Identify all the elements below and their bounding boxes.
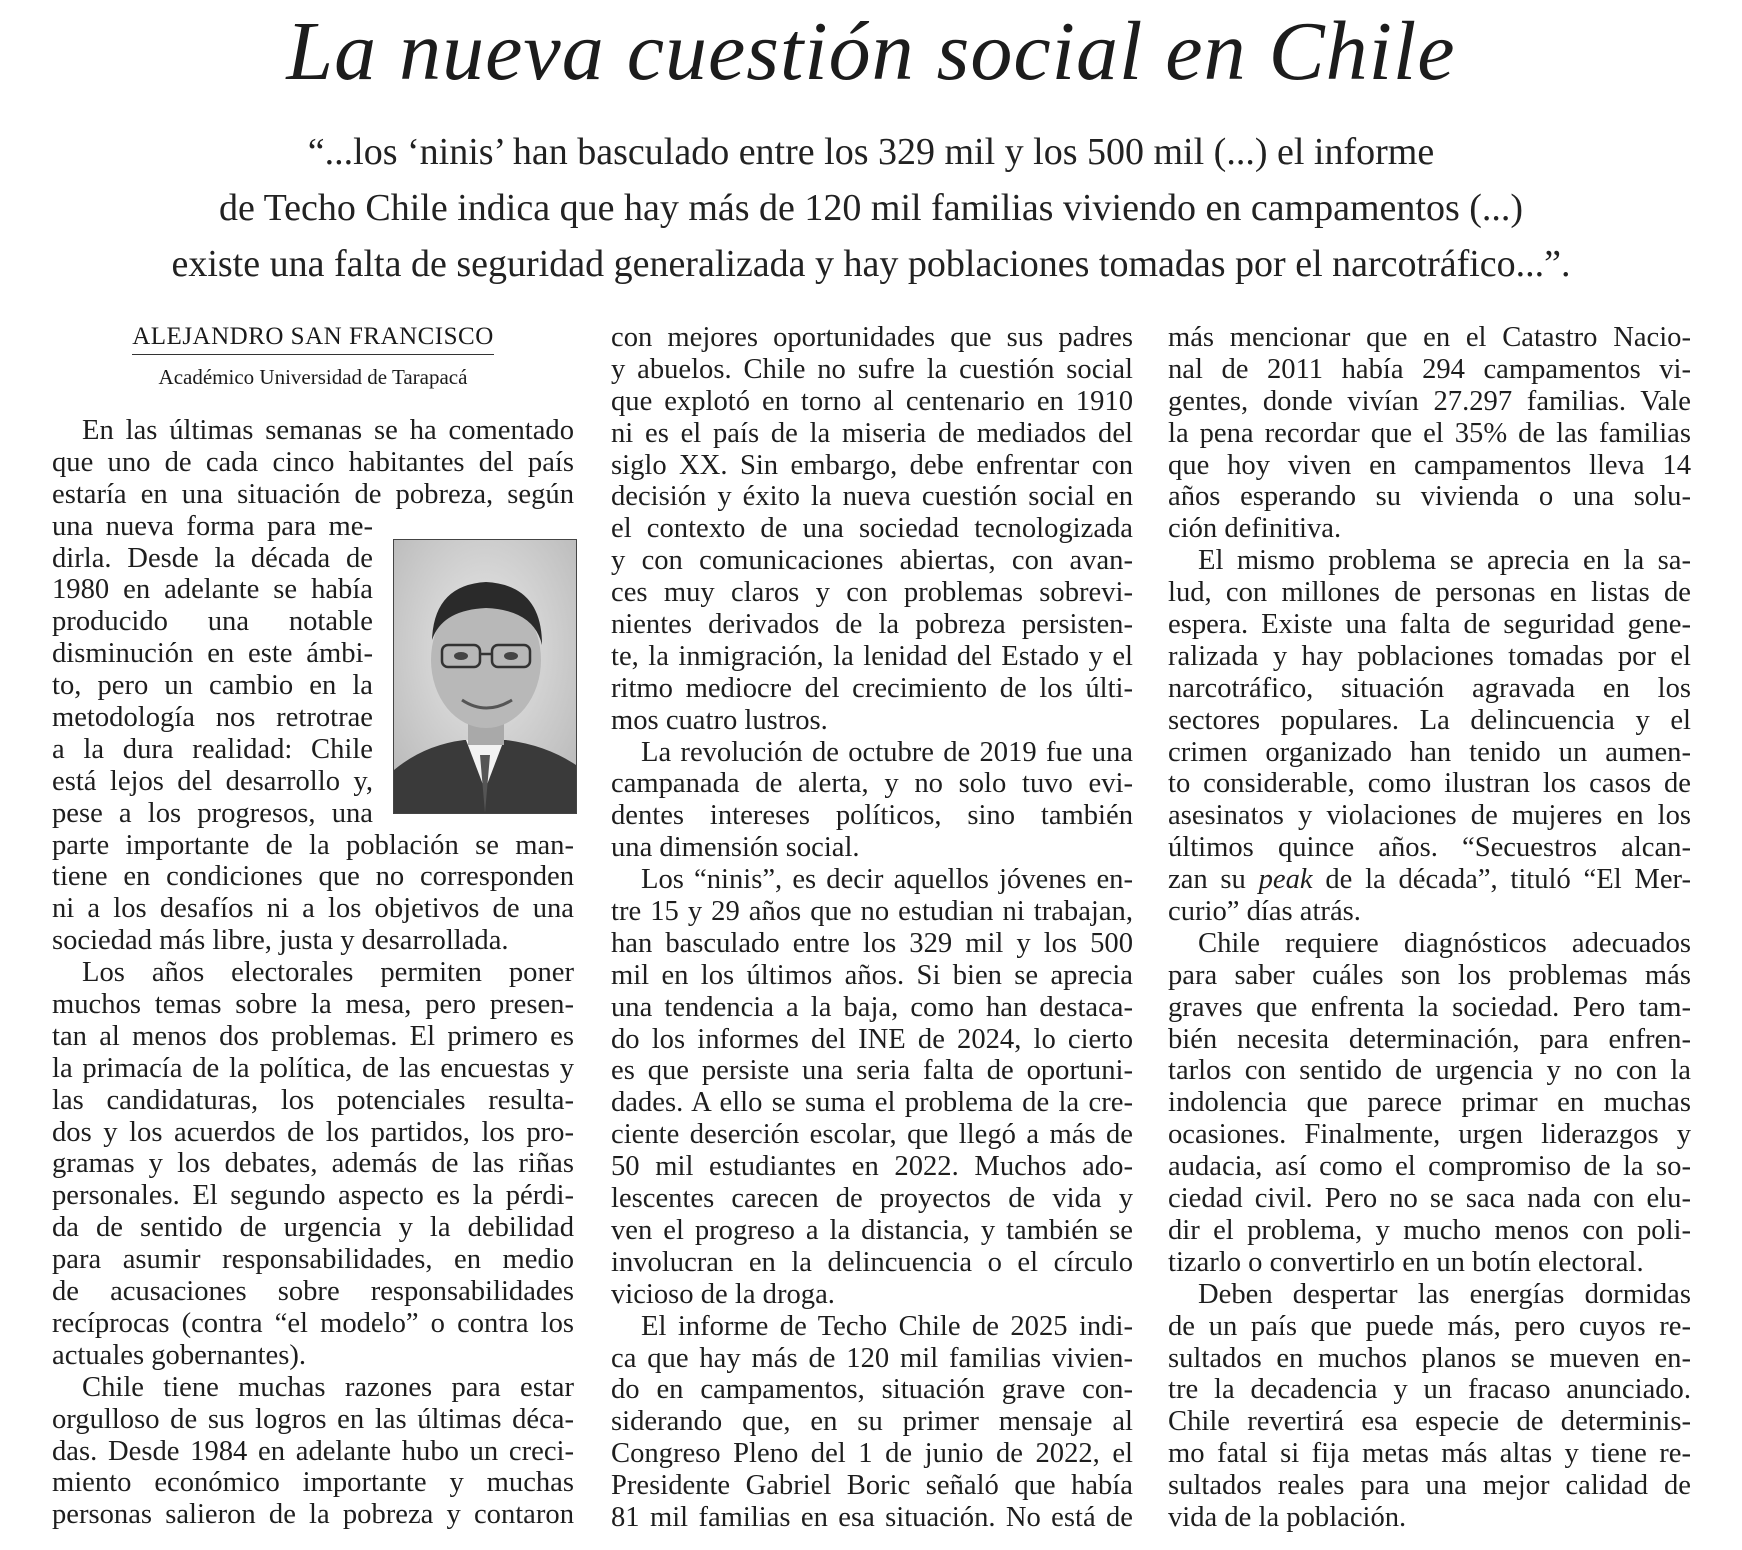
text-line: más mencionar que en el Catastro Nacio- (1168, 322, 1691, 353)
text-line: dir el problema, y mucho menos con poli- (1168, 1214, 1691, 1246)
text-line: ni a los desafíos ni a los objetivos de una (52, 893, 574, 925)
text-line: muchos temas sobre la mesa, pero presen- (52, 989, 574, 1021)
text-line: las candidaturas, los potenciales resulta- (52, 1084, 574, 1116)
text-line: han basculado entre los 329 mil y los 500 (611, 927, 1133, 959)
text-line: ción definitiva. (1168, 513, 1342, 545)
text-line: Chile requiere diagnósticos adecuados (1198, 927, 1691, 959)
text-line: gramas y los debates, además de las riñas (52, 1148, 574, 1180)
text-line: dos y los acuerdos de los partidos, los pro- (52, 1116, 574, 1148)
text-line: nal de 2011 había 294 campamentos vi- (1168, 353, 1691, 385)
text-line: tizarlo o convertirlo en un botín electoral. (1168, 1246, 1644, 1278)
text-line: 1980 en adelante se había (52, 574, 373, 606)
text-line: narcotráfico, situación agravada en los (1168, 672, 1691, 704)
text-line: sectores populares. La delincuencia y el (1168, 704, 1691, 736)
column-2 (611, 322, 1133, 1534)
text-line: personas salieron de la pobreza y contaron (52, 1499, 574, 1531)
text-line: años esperando su vivienda o una solu- (1168, 481, 1691, 513)
text-line: con mejores oportunidades que sus padres (611, 322, 1133, 353)
text-line: para asumir responsabilidades, en medio (52, 1244, 574, 1276)
column-1 (52, 415, 574, 1531)
text-line: ocasiones. Finalmente, urgen liderazgos y (1168, 1119, 1691, 1151)
text-line: indolencia que parece primar en muchas (1168, 1087, 1691, 1119)
author-affiliation: Académico Universidad de Tarapacá (158, 365, 468, 389)
text-line: Chile revertirá esa especie de determinis- (1168, 1406, 1691, 1438)
text-line: ca que hay más de 120 mil familias vivien- (611, 1342, 1133, 1374)
text-line: bién necesita determinación, para enfren- (1168, 1023, 1691, 1055)
text-line: sultados reales para una mejor calidad de (1168, 1470, 1691, 1502)
text-line: nientes derivados de la pobreza persisten- (611, 609, 1133, 641)
text-line: audacia, así como el compromiso de la so- (1168, 1151, 1691, 1183)
text-line: graves que enfrenta la sociedad. Pero tam- (1168, 991, 1691, 1023)
column-3 (1168, 322, 1691, 1534)
text-line: ciente deserción escolar, que llegó a más de (611, 1119, 1133, 1151)
text-line: la pena recordar que el 35% de las familias (1168, 417, 1691, 449)
text-line: sociedad más libre, justa y desarrollada. (52, 925, 509, 957)
text-line: tiene en condiciones que no corresponden (52, 861, 574, 893)
text-line: para saber cuáles son los problemas más (1168, 959, 1691, 991)
text-line: campanada de alerta, y no solo tuvo evi- (611, 768, 1133, 800)
text-line: 81 mil familias en esa situación. No está de (611, 1501, 1133, 1533)
text-line: mil en los últimos años. Si bien se aprecia (611, 959, 1133, 991)
pull-quote-line: “...los ‘ninis’ han basculado entre los 329 mil y los 500 mil (...) el informe (307, 131, 1435, 173)
text-line: Chile tiene muchas razones para estar (82, 1371, 574, 1403)
text-line: do los informes del INE de 2024, lo cierto (611, 1023, 1133, 1055)
text-line: recíprocas (contra “el modelo” o contra los (52, 1307, 574, 1339)
text-line: dentes intereses políticos, sino también (611, 800, 1133, 832)
text-line: gentes, donde vivían 27.297 familias. Vale (1168, 385, 1691, 417)
text-line: tan al menos dos problemas. El primero es (52, 1020, 574, 1052)
text-line: vicioso de la droga. (611, 1278, 835, 1310)
text-line: a la dura realidad: Chile (52, 733, 373, 765)
text-line: ciedad civil. Pero no se saca nada con elu- (1168, 1183, 1691, 1215)
text-line: El informe de Techo Chile de 2025 indi- (641, 1310, 1133, 1342)
text-line: Congreso Pleno del 1 de junio de 2022, el (611, 1438, 1133, 1470)
text-line: En las últimas semanas se ha comentado (82, 415, 574, 446)
text-line: vida de la población. (1168, 1501, 1407, 1533)
pull-quote-line: existe una falta de seguridad generalizada y hay poblaciones tomadas por el narcotráfico...”. (171, 243, 1571, 285)
text-line: y con comunicaciones abiertas, con avan- (611, 545, 1133, 577)
text-line: una dimensión social. (611, 832, 860, 864)
text-line: mos cuatro lustros. (611, 704, 828, 736)
text-line: y abuelos. Chile no sufre la cuestión social (611, 353, 1133, 385)
text-line: ritmo mediocre del crecimiento de los últi- (611, 672, 1133, 704)
text-line: siderando que, en su primer mensaje al (611, 1406, 1133, 1438)
text-line: asesinatos y violaciones de mujeres en los (1168, 800, 1691, 832)
text-line: que explotó en torno al centenario en 1910 (611, 385, 1133, 417)
pull-quote-line: de Techo Chile indica que hay más de 120 mil familias viviendo en campamentos (...) (218, 187, 1524, 229)
text-line: que hoy viven en campamentos lleva 14 (1168, 449, 1691, 481)
text-line: curio” días atrás. (1168, 896, 1361, 928)
text-line: tre 15 y 29 años que no estudian ni trabajan, (611, 896, 1133, 928)
text-line: que uno de cada cinco habitantes del país (52, 446, 574, 478)
text-line: dirla. Desde la década de (52, 542, 373, 574)
text-line: El mismo problema se aprecia en la sa- (1198, 545, 1691, 577)
text-line: to considerable, como ilustran los casos de (1168, 768, 1691, 800)
text-line: la primacía de la política, de las encuestas y (52, 1052, 574, 1084)
text-line: Deben despertar las energías dormidas (1198, 1278, 1691, 1310)
text-line: da de sentido de urgencia y la debilidad (52, 1212, 574, 1244)
text-line: ven el progreso a la distancia, y también se (611, 1214, 1133, 1246)
text-line: decisión y éxito la nueva cuestión social en (611, 481, 1133, 513)
pull-quote (100, 124, 1642, 292)
text-line: sultados en muchos planos se mueven en- (1168, 1342, 1691, 1374)
text-line: das. Desde 1984 en adelante hubo un creci- (52, 1435, 574, 1467)
text-line: lud, con millones de personas en listas de (1168, 577, 1691, 609)
text-line: Los “ninis”, es decir aquellos jóvenes en- (641, 864, 1133, 896)
text-line: una tendencia a la baja, como han destaca- (611, 991, 1133, 1023)
text-line: disminución en este ámbi- (52, 638, 373, 670)
text-line: ni es el país de la miseria de mediados del (611, 417, 1133, 449)
text-line: personales. El segundo aspecto es la pérdi- (52, 1180, 574, 1212)
text-line: está lejos del desarrollo y, (52, 765, 373, 797)
text-line: dades. A ello se suma el problema de la cre- (611, 1087, 1133, 1119)
text-line: mo fatal si fija metas más altas y tiene re- (1168, 1438, 1691, 1470)
text-line: to, pero un cambio en la (52, 670, 373, 702)
text-line: Los años electorales permiten poner (82, 957, 574, 989)
text-line: actuales gobernantes). (52, 1339, 307, 1371)
text-line: es que persiste una seria falta de oportuni- (611, 1055, 1133, 1087)
text-line: metodología nos retrotrae (52, 702, 373, 734)
text-line: últimos quince años. “Secuestros alcan- (1168, 832, 1691, 864)
text-line: zan su peak de la década”, tituló “El Mer- (1168, 864, 1691, 896)
article-title: La nueva cuestión social en Chile (286, 5, 1456, 98)
text-line: 50 mil estudiantes en 2022. Muchos ado- (611, 1151, 1133, 1183)
text-line: tarlos con sentido de urgencia y no con la (1168, 1055, 1691, 1087)
text-line: estaría en una situación de pobreza, según (52, 478, 574, 510)
author-name: ALEJANDRO SAN FRANCISCO (132, 320, 494, 355)
text-line: de acusaciones sobre responsabilidades (52, 1276, 574, 1308)
byline (52, 320, 574, 395)
text-line: ces muy claros y con problemas sobrevi- (611, 577, 1133, 609)
text-line: una nueva forma para me- (52, 510, 373, 542)
text-line: ralizada y hay poblaciones tomadas por el (1168, 640, 1691, 672)
text-line: Presidente Gabriel Boric señaló que había (611, 1470, 1133, 1502)
text-line: tre la decadencia y un fracaso anunciado. (1168, 1374, 1691, 1406)
text-line: parte importante de la población se man- (52, 829, 574, 861)
text-line: siglo XX. Sin embargo, debe enfrentar con (611, 449, 1133, 481)
text-line: de un país que puede más, pero cuyos re- (1168, 1310, 1691, 1342)
text-line: producido una notable (52, 606, 373, 638)
text-line: pese a los progresos, una (52, 797, 373, 829)
text-line: el contexto de una sociedad tecnologizada (611, 513, 1133, 545)
text-line: do en campamentos, situación grave con- (611, 1374, 1133, 1406)
text-line: te, la inmigración, la lenidad del Estado y el (611, 640, 1133, 672)
text-line: involucran en la delincuencia o el círculo (611, 1246, 1133, 1278)
text-line: espera. Existe una falta de seguridad gene- (1168, 609, 1691, 641)
text-line: crimen organizado han tenido un aumen- (1168, 736, 1691, 768)
text-line: miento económico importante y muchas (52, 1467, 574, 1499)
text-line: La revolución de octubre de 2019 fue una (641, 736, 1133, 768)
text-line: orgulloso de sus logros en las últimas déca- (52, 1403, 574, 1435)
text-line: lescentes carecen de proyectos de vida y (611, 1183, 1133, 1215)
